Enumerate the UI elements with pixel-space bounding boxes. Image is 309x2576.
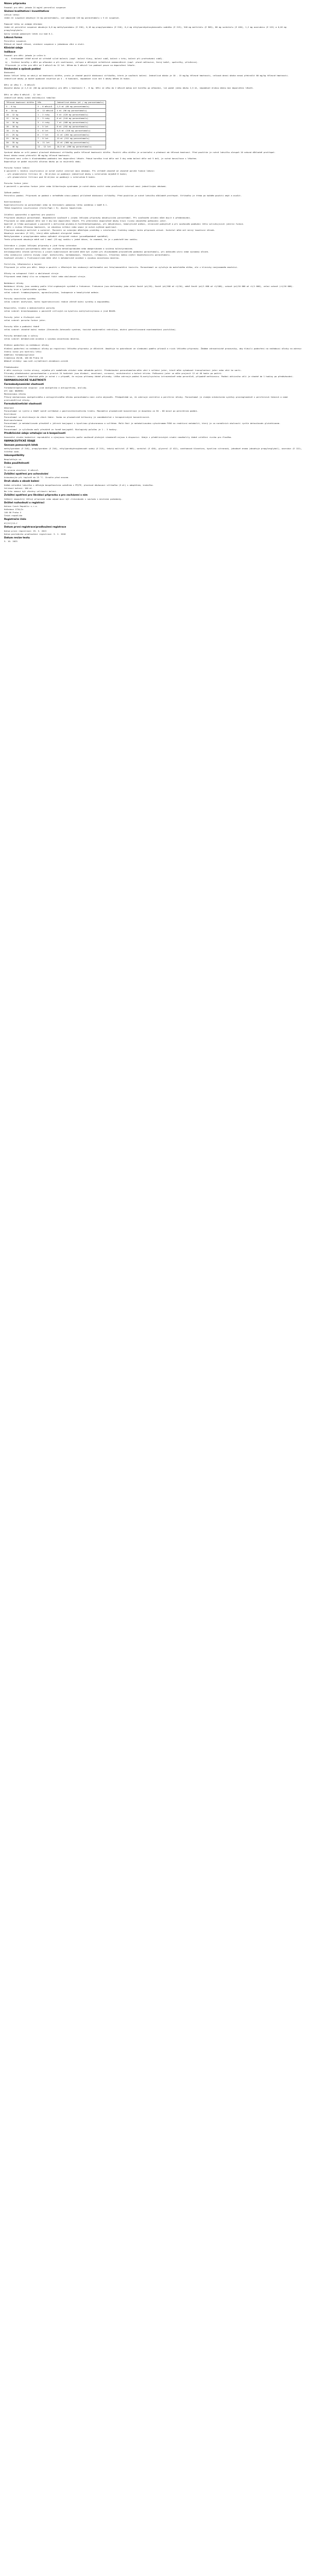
dose-table-header-row — [5, 100, 106, 105]
section-text: Správná dávka se určí pomocí plastové dávkovací stříkačky podle tělesné hmotnosti dítěte. Použití věku dítěte je orientační a přednost má tělesná hmotnost. Před použitím je nutné lahvičku alespoň 10 sekund důkladně protřepat. Denní dávka nesmí překročit 60 mg/kg tělesné hmotnosti. Přípravek není určen k dlouhodobému podávání bez doporučení lékaře. Pokud horečka trvá déle než 3 dny nebo bolest déle než 5 dnů, je nutná konzultace s lékařem. Doporučuje se podat nejnižší účinnou dávku po co nejkratší dobu. Porucha funkce ledvin U pacientů s renální insuficiencí je nutné zvýšit interval mezi dávkami. Při středně závažné až závažné poruše funkce ledvin: - při glomerulární filtraci 10 - 50 ml/min se podávají jednotlivé dávky s intervalem nejméně 6 hodin; - při glomerulární filtraci pod 10 ml/min se podávají s intervalem 8 hodin. Porucha funkce jater U pacientů s poruchou funkce jater nebo Gilbertovým syndromem je nutné dávku snížit nebo prodloužit interval mezi jednotlivými dávkami. Způsob podání Perorální podání. Přípravek se podává v neředěném stavu pomocí přiložené dávkovací stříkačky. Před použitím je nutné lahvičku důkladně protřepat. Stříkačku je třeba po každém použití omýt a osušit. Kontraindikace Hypersenzitivita na paracetamol nebo na kteroukoli pomocnou látku uvedenou v bodě 6.1. Těžká hepatální insuficience (Child-Pugh > 9). Akutní hepatitida. Zvláštní upozornění a opatření pro použití Přípravek obsahuje paracetamol. Nepodávejte současně s jinými léčivými přípravky obsahujícími paracetamol. Při současném užívání může dojít k předávkování. Přípravek se nemá podávat déle než 3 dny bez doporučení lékaře. Při překročení doporučené dávky hrozí riziko závažného poškození jater. Opatrně je třeba postupovat u pacientů s deficitem glukózo-6-fosfátdehydrogenázy, při dehydrataci, hemolytické anémii, chronické podvýživě a při současném podávání léčiv ovlivňujících jaterní funkce. U dětí s nízkou tělesnou hmotností, se závažnou infekcí nebo sepsí je nutná zvýšená opatrnost. Přípravek obsahuje maltitol a sorbitol. Pacienti se vzácnými dědičnými problémy s intolerancí fruktózy nemají tento přípravek užívat. Sorbitol může mít mírný laxativní účinek. Obsahuje azorubin (E 122), který může způsobit alergické reakce. Methylparaben a propylparaben mohou způsobit alergické reakce (pravděpodobně zpožděné). Tento přípravek obsahuje méně než 1 mmol (23 mg) sodíku v jedné dávce, to znamená, že je v podstatě bez sodíku. Interakce s jinými léčivými přípravky a jiné formy interakce Rychlost absorpce paracetamolu může být zvýšena metoklopramidem nebo domperidonem a snížena kolestyraminem. Antikoagulační účinek warfarinu a jiných kumarinových derivátů může být zvýšen při dlouhodobém pravidelném podávání paracetamolu, při občasném užití nemá významný účinek. Léky indukující jaterní enzymy (např. barbituráty, karbamazepin, fenytoin, rifampicin, třezalka) mohou zvýšit hepatotoxicitu paracetamolu. Současné užívání s flukloxacilinem může vést k metabolické acidóze s vysokou aniontovou mezerou. Fertilita, těhotenství a kojení Přípravek je určen pro děti. Údaje o použití u těhotných žen neukazují malformační ani feto/neonatální toxicitu. Paracetamol se vylučuje do mateřského mléka, ale v klinicky nevýznamném množství. Účinky na schopnost řídit a obsluhovat stroje Přípravek nemá žádný vliv na schopnost řídit nebo obsluhovat stroje. Nežádoucí účinky Nežádoucí účinky jsou uvedeny podle tříd orgánových systémů a frekvence. Frekvence jsou definovány jako velmi časté (≥1/10), časté (≥1/100 až <1/10), méně časté (≥1/1 000 až <1/100), vzácné (≥1/10 000 až <1/1 000), velmi vzácné (<1/10 000). Poruchy krve a lymfatického systému velmi vzácné: trombocytopenie, agranulocytóza, leukopenie a hemolytická anémie. Poruchy imunitního systému velmi vzácné: anafylaxe, kožní hypersenzitivní reakce včetně kožní vyrážky a angioedému. Respirační, hrudní a mediastinální poruchy velmi vzácné: bronchospasmus u pacientů citlivých na kyselinu acetylsalicylovou a jiná NSAID. Poruchy jater a žlučových cest velmi vzácné: porucha funkce jater. Poruchy kůže a podkožní tkáně velmi vzácné: závažné kožní reakce (Stevensův-Johnsonův syndrom, toxická epidermální nekrolýza, akutní generalizovaná exantematózní pustulóza). Poruchy metabolismu a výživy velmi vzácné: metabolická acidóza s vysokou aniontovou mezerou. Hlášení podezření na nežádoucí účinky Hlášení podezření na nežádoucí účinky po registraci léčivého přípravku je důležité. Umožňuje to pokračovat ve sledování poměru přínosů a rizik léčivého přípravku. Žádáme zdravotnické pracovníky, aby hlásili podezření na nežádoucí účinky na adresu: Státní ústav pro kontrolu léčiv Oddělení farmakovigilance Šrobárova 49/48, 100 00 Praha 10 Webové stránky: www.sukl.cz/nahlasit-nezadouci-ucinek Předávkování U dětí existuje riziko otravy, zejména při nadměrném užívání nebo náhodném požití. Předávkování paracetamolem může vést k selhání jater, které může vyžadovat transplantaci jater nebo vést ke smrti. Příznaky předávkování paracetamolem v prvních 24 hodinách jsou bledost, nevolnost, zvracení, nechutenství a bolest břicha. Poškození jater se může projevit 12 až 48 hodin po požití. Zvládnutí: okamžitá lékařská péče je nutná i v případě, že nejsou přítomny žádné příznaky. Léčba zahrnuje podání N-acetylcysteinu intravenózně nebo perorálně, případně methioninu. Podání aktivního uhlí je vhodné do 1 hodiny po předávkování. — [4, 150, 302, 378]
dose-table-cell: 14 - 16 kg — [5, 121, 36, 125]
section-text: 3 roky. Po prvním otevření: 6 měsíců. — [4, 465, 39, 471]
section-heading: FARMACEUTICKÉ ÚDAJE — [4, 440, 36, 443]
dose-table-row — [5, 121, 106, 125]
section-text: Konvenční studie hodnotící reprodukční a vývojovou toxicitu podle současně platných standardů nejsou k dispozici. Údaje z předklinických studií neodhalily žádné zvláštní riziko pro člověka. — [4, 435, 232, 438]
dose-table-cell: 5 ml (120 mg paracetamolu) — [55, 113, 106, 117]
dose-table-cell: 1 - 2 roky — [36, 113, 55, 117]
dose-table-row — [5, 125, 106, 129]
dose-table-cell: 11 - 12 let — [36, 145, 55, 149]
section-heading: Předklinické údaje vztahující se k bezpečnosti — [4, 432, 66, 435]
section-text: Veškerý nepoužitý léčivý přípravek nebo odpad musí být zlikvidován v souladu s místními požadavky. — [4, 497, 123, 500]
section-text: Hnědá skleněná lahvička s dětským bezpečnostním uzávěrem z PP/PE, plastová dávkovací stříkačka (5 ml) s adaptérem, krabička. Velikost balení: 100 ml. Na trhu nemusí být všechny velikosti balení. — [4, 483, 154, 493]
dose-table-cell: 30 - 35 kg — [5, 141, 36, 145]
dose-table-cell: 13 ml (312 mg paracetamolu) — [55, 137, 106, 141]
dose-table-header-weight: Tělesná hmotnost dítěte — [5, 100, 36, 105]
product-name: Panadol pro děti jahoda 24 mg/ml perorální suspenze — [4, 6, 66, 9]
section-text: Uchovávejte při teplotě do 25 °C. Chraňte před mrazem. — [4, 476, 70, 479]
dose-table-cell: 35 - 40 kg — [5, 145, 36, 149]
section-heading: Seznam pomocných látek — [4, 444, 38, 447]
section-heading: Léková forma — [4, 36, 23, 39]
section-text: 07/217/13-C — [4, 522, 18, 525]
section-heading: Farmakokinetické vlastnosti — [4, 403, 42, 406]
section-text: Absorpce Paracetamol se rychle a téměř úplně vstřebává z gastrointestinálního traktu. Maximální plazmatické koncentrace je dosaženo za 30 - 60 minut po perorálním podání. Distribuce Paracetamol se distribuuje do všech tkání. Vazba na plazmatické bílkoviny je zanedbatelná v terapeutických koncentracích. Biotransformace Paracetamol je metabolizován převážně v játrech konjugací s kyselinou glukuronovou a sulfátem. Malá část je metabolizována cytochromem P450 na reaktivní metabolit, který je za normálních okolností rychle detoxikován glutathionem. Eliminace Paracetamol je vylučován močí převážně ve formě konjugátů. Biologický poločas je 1 - 3 hodiny. — [4, 406, 281, 431]
dose-table-cell: 4 ml (96 mg paracetamolu) — [55, 109, 106, 113]
section-heading: Registrační číslo — [4, 518, 26, 521]
page-title: Název přípravku — [4, 3, 26, 5]
dose-table-cell: 25 - 30 kg — [5, 137, 36, 141]
dose-table-cell: 7 - 9 let — [36, 137, 55, 141]
dose-table-row — [5, 116, 106, 121]
section-text: Dávkování Dávka léčivé látky se odvíjí od hmotnosti dítěte, proto je vhodné použít dávkovací stříkačku, která je součástí balení. Jednotlivá dávka je 10 - 15 mg/kg tělesné hmotnosti, celková denní dávka nesmí překročit 60 mg/kg tělesné hmotnosti. Jednotlivé dávky je možné opakovat nejdříve po 4 - 6 hodinách, nepodávat více než 4 dávky během 24 hodin. Děti ve věku 3 - 6 měsíců: Obvyklá dávka je 2,5 ml (60 mg paracetamolu) pro děti s hmotností 5 - 8 kg. Děti ve věku do 2 měsíců mohou mít horečku po očkování, lze podat jednu dávku 2,5 ml, nepodávat druhou dávku bez doporučení lékaře. Děti ve věku 6 měsíců - 12 let: Jednotlivé dávky uvádí následující tabulka: — [4, 71, 289, 99]
dose-table-cell: 9,5 ml (228 mg paracetamolu) — [55, 129, 106, 133]
section-heading: FARMAKOLOGICKÉ VLASTNOSTI — [4, 379, 46, 382]
section-heading: Datum první registrace/prodloužení registrace — [4, 526, 66, 529]
section-text: 5. 10. 2023 — [4, 540, 18, 543]
dose-table-cell: 3 - 6 měsíců — [36, 105, 55, 109]
section-heading: Farmakodynamické vlastnosti — [4, 383, 44, 386]
section-heading: Druh obalu a obsah balení — [4, 480, 39, 483]
section-heading: Klinické údaje — [4, 47, 23, 50]
dose-table-cell: 5 - 6 let — [36, 129, 55, 133]
section-heading: Datum revize textu — [4, 536, 30, 539]
dose-table-row — [5, 145, 106, 149]
dose-table-cell: 6 ml (144 mg paracetamolu) — [55, 116, 106, 121]
dose-table-row — [5, 141, 106, 145]
section-text: Panadol pro děti jahoda je určen k: a) - Krátkodobé léčbě mírné až středně silné bolesti (např. bolest hlavy, bolest zubů, bolest v krku, bolest při prořezávání zubů). b) - Snížení horečky u dětí po očkování a při nachlazení, chřipce a dětských infekčních onemocněních (např. plané neštovice, černý kašel, spalničky, příušnice). Přípravek je určen pro děti od 3 měsíců do 12 let. Dětem do 3 měsíců lze podávat pouze na doporučení lékaře. — [4, 54, 199, 66]
dose-table-row — [5, 137, 106, 141]
dose-table-cell: 3 - 4 roky — [36, 121, 55, 125]
section-text: Perorální suspenze. Růžová až tmavě růžová, viskózní suspenze s jahodovou vůní a chutí. — [4, 40, 85, 46]
dose-table-row — [5, 133, 106, 137]
section-text: Léčivá látka: Jeden ml suspenze obsahuje 24 mg paracetamolu, což odpovídá 120 mg paracetamolu v 5 ml suspenze. Pomocné látky se známým účinkem: Jeden ml perorální suspenze obsahuje 0,8 mg methylparabenu (E 218), 0,16 mg propylparabenu (E 216), 0,4 mg ethylparahydroxybenzoátu sodného (E 215), 540 mg maltitolu (E 965), 80 mg sorbitolu (E 420), 1,2 mg azorubinu (E 122) a 0,02 mg propylenglykolu. Úplný seznam pomocných látek viz bod 6.1. — [4, 13, 287, 35]
section-heading: Indikace — [4, 50, 15, 54]
dose-table-cell: 16 - 18 kg — [5, 125, 36, 129]
section-heading: Inkompatibility — [4, 454, 25, 457]
dose-table-cell: 15 ml (360 mg paracetamolu) — [55, 141, 106, 145]
section-text: methylparaben (E 218), propylparaben (E 216), ethylparahydroxybenzoát sodný (E 215), tekutý maltitol (E 965), sorbitol (E 420), glycerol (E 422), xanthanová klovatina, kyselina citronová, jahodové aroma (obsahuje propylenglykol), azorubin (E 122), čištěná voda. — [4, 447, 303, 453]
section-heading: Zvláštní opatření pro uchovávání — [4, 472, 48, 476]
section-text: Farmakoterapeutická skupina: jiná analgetika a antipyretika, anilidy. ATC kód: N02BE01 Mechanismus účinku Přesný mechanismus analgetického a antipyretického účinku paracetamolu není zcela objasněn. Předpokládá se, že zahrnuje centrální a periferní účinky. Paracetamol je slabým inhibitorem syntézy prostaglandinů v periferních tkáních a nemá protizánětlivé účinky. — [4, 386, 288, 402]
dose-table-cell: 6 - 12 měsíců — [36, 109, 55, 113]
dose-table-body — [5, 105, 106, 149]
leaflet-sections-part-2 — [4, 151, 305, 544]
dose-table-row — [5, 109, 106, 113]
dose-table-header-dose: Jednotlivá dávka (ml / mg paracetamolu) — [55, 100, 106, 105]
dose-table-header-age: Věk — [36, 100, 55, 105]
dose-table-cell: 12 - 14 kg — [5, 116, 36, 121]
section-heading: Složení kvalitativní i kvantitativní — [4, 10, 49, 13]
dose-table-cell: 16,5 ml (396 mg paracetamolu) — [55, 145, 106, 149]
dose-table-cell: 21 - 25 kg — [5, 133, 36, 137]
dose-table — [4, 100, 106, 149]
section-heading: Doba použitelnosti — [4, 462, 29, 465]
dose-table-cell: 4 - 5 let — [36, 125, 55, 129]
section-heading: Držitel rozhodnutí o registraci — [4, 501, 45, 504]
dose-table-cell: 2,5 ml (60 mg paracetamolu) — [55, 105, 106, 109]
section-text: Neuplatňuje se. — [4, 457, 23, 461]
section-heading: Dávkování a způsob podání — [4, 67, 41, 71]
leaflet-sections-part-1 — [4, 10, 305, 99]
section-text: Datum první registrace: 29. 5. 2013 Datum posledního prodloužení registrace: 3. 2. 2018 — [4, 529, 66, 535]
product-leaflet — [0, 0, 309, 543]
section-heading: Zvláštní opatření pro likvidaci přípravku a pro zacházení s ním — [4, 494, 88, 497]
dose-table-row — [5, 113, 106, 117]
section-text: Haleon Czech Republic s.r.o. Hvězdova 1734/2c 140 00 Praha 4 Česká republika — [4, 505, 38, 517]
dose-table-cell: 8 ml (192 mg paracetamolu) — [55, 125, 106, 129]
dose-table-cell: 18 - 21 kg — [5, 129, 36, 133]
dose-table-cell: 6 - 7 let — [36, 133, 55, 137]
dose-table-cell: 5 - 8 kg — [5, 105, 36, 109]
dose-table-cell: 9 - 11 let — [36, 141, 55, 145]
dose-table-cell: 11 ml (264 mg paracetamolu) — [55, 133, 106, 137]
dose-table-cell: 10 - 12 kg — [5, 113, 36, 117]
dose-table-row — [5, 105, 106, 109]
dose-table-cell: 8 - 10 kg — [5, 109, 36, 113]
dose-table-row — [5, 129, 106, 133]
dose-table-cell: 7 ml (168 mg paracetamolu) — [55, 121, 106, 125]
dose-table-cell: 2 - 3 roky — [36, 116, 55, 121]
